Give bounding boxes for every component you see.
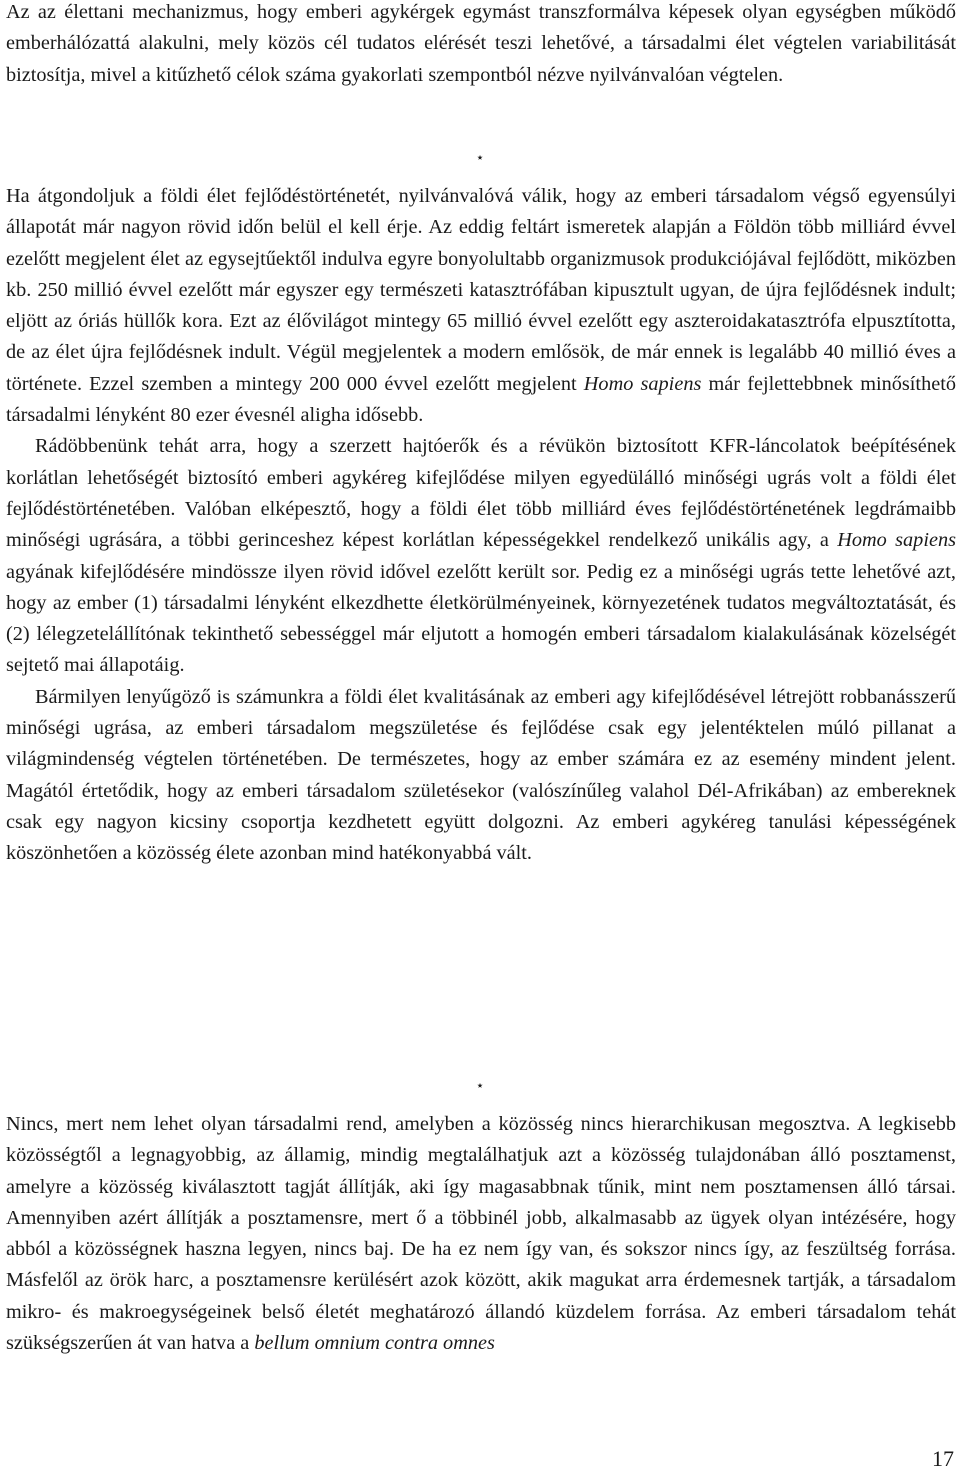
italic-term: Homo sapiens bbox=[837, 529, 956, 552]
paragraph bbox=[6, 0, 956, 91]
page-number: 17 bbox=[932, 1446, 954, 1471]
paragraph-text: Nincs, mert nem lehet olyan társadalmi rend, amelyben a közösség nincs hierarchikusan megosztva. A legkisebb közösségtől a legnagyobbig, az államig, mindig megtalálhatjuk azt a közösség tulajdonában álló posztamenst, amelyre a közösség kiválasztott tagját állítják, aki így magasabbnak tűnik, mint nem posztamensen álló társai. Amennyiben azért állítják a posztamensre, mert ő a többinél jobb, alkalmasabb az ügyek olyan intézésére, hogy abból a közösségnek haszna legyen, nincs baj. De ha ez nem így van, és sokszor nincs így, az feszültség forrása. Másfelől az örök harc, a posztamensre kerülésért azok között, akik magukat arra érdemesnek tartják, a társadalom mikro- és makroegységeinek belső életét meghatározó állandó küzdelem forrása. Az emberi társadalom tehát szükségszerűen át van hatva a bbox=[6, 1113, 956, 1355]
paragraph bbox=[6, 682, 956, 870]
italic-term: Homo sapiens bbox=[583, 372, 702, 395]
paragraph bbox=[6, 1109, 956, 1359]
section-2 bbox=[6, 181, 956, 870]
paragraph-text: agyának kifejlődésére mindössze ilyen rövid idővel ezelőtt került sor. Pedig ez a minőségi ugrás tette lehetővé azt, hogy az ember (1) társadalmi lényként elkezdhette életkörülményeinek, környezetének tudatos megváltoztatását, és (2) lélegzetelállítónak tekinthető sebességgel már eljutott a homogén emberi társadalom kialakulásának közelségét sejtető mai állapotáig. bbox=[6, 560, 956, 677]
paragraph bbox=[6, 181, 956, 431]
paragraph bbox=[6, 431, 956, 681]
paragraph-text: már fejlettebbnek minősíthető társadalmi lényként 80 ezer évesnél aligha idősebb. bbox=[6, 372, 956, 427]
section-separator-asterisk: ⋆ bbox=[475, 150, 485, 166]
paragraph-text: Az az élettani mechanizmus, hogy emberi agykérgek egymást transzformálva képesek olyan egységben működő emberhálózattá alakulni, mely közös cél tudatos elérését teszi lehetővé, a társadalmi élet végtelen variabilitását biztosítja, mivel a kitűzhető célok száma gyakorlati szempontból nézve nyilvánvalóan végtelen. bbox=[6, 1, 956, 86]
paragraph-text: Bármilyen lenyűgöző is számunkra a földi élet kvalitásának az emberi agy kifejlődésével létrejött robbanásszerű minőségi ugrása, az emberi társadalom megszületése és fejlődése csak egy jelentéktelen múló pillanat a világmindenség végtelen történetében. De természetes, hogy az ember számára ez az esemény mindent jelent. Magától értetődik, hogy az emberi társadalom születésekor (valószínűleg valahol Dél-Afrikában) az embereknek csak egy nagyon kicsiny csoportja kezdhetett együtt dolgozni. Az emberi agykéreg tanulási képességének köszönhetően a közösség élete azonban mind hatékonyabbá vált. bbox=[6, 685, 956, 865]
paragraph-text: Ha átgondoljuk a földi élet fejlődéstörténetét, nyilvánvalóvá válik, hogy az emberi társadalom végső egyensúlyi állapotát már nagyon rövid időn belül el kell érje. Az eddig feltárt ismeretek alapján a Földön több milliárd évvel ezelőtt megjelent élet az egysejtűektől indulva egyre bonyolultabb organizmusok produkciójával fejlődött, miközben kb. 250 millió évvel ezelőtt már egyszer egy természeti katasztrófában kipusztult ugyan, de újra fejlődésnek indult; eljött az óriás hüllők kora. Ezt az élővilágot mintegy 65 millió évvel ezelőtt egy aszteroidakatasztrófa elpusztította, de az élet újra fejlődésnek indult. Végül megjelentek a modern emlősök, de már ennek is legalább 40 millió éves a története. Ezzel szemben a mintegy 200 000 évvel ezelőtt megjelent bbox=[6, 185, 956, 395]
italic-term: bellum omnium contra omnes bbox=[254, 1332, 495, 1355]
paragraph-text: Rádöbbenünk tehát arra, hogy a szerzett hajtóerők és a révükön biztosított KFR-láncolatok beépítésének korlátlan lehetőségét biztosító emberi agykéreg kifejlődése milyen egyedülálló minőségi ugrás volt a földi élet fejlődéstörténetében. Valóban elképesztő, hogy a földi élet több milliárd éves fejlődéstörténetének legdrámaibb minőségi ugrására, a többi gerinceshez képest korlátlan képességekkel rendelkező unikális agy, a bbox=[6, 435, 956, 552]
section-separator-asterisk: ⋆ bbox=[475, 1078, 485, 1094]
section-3 bbox=[6, 1109, 956, 1359]
section-1 bbox=[6, 0, 956, 91]
